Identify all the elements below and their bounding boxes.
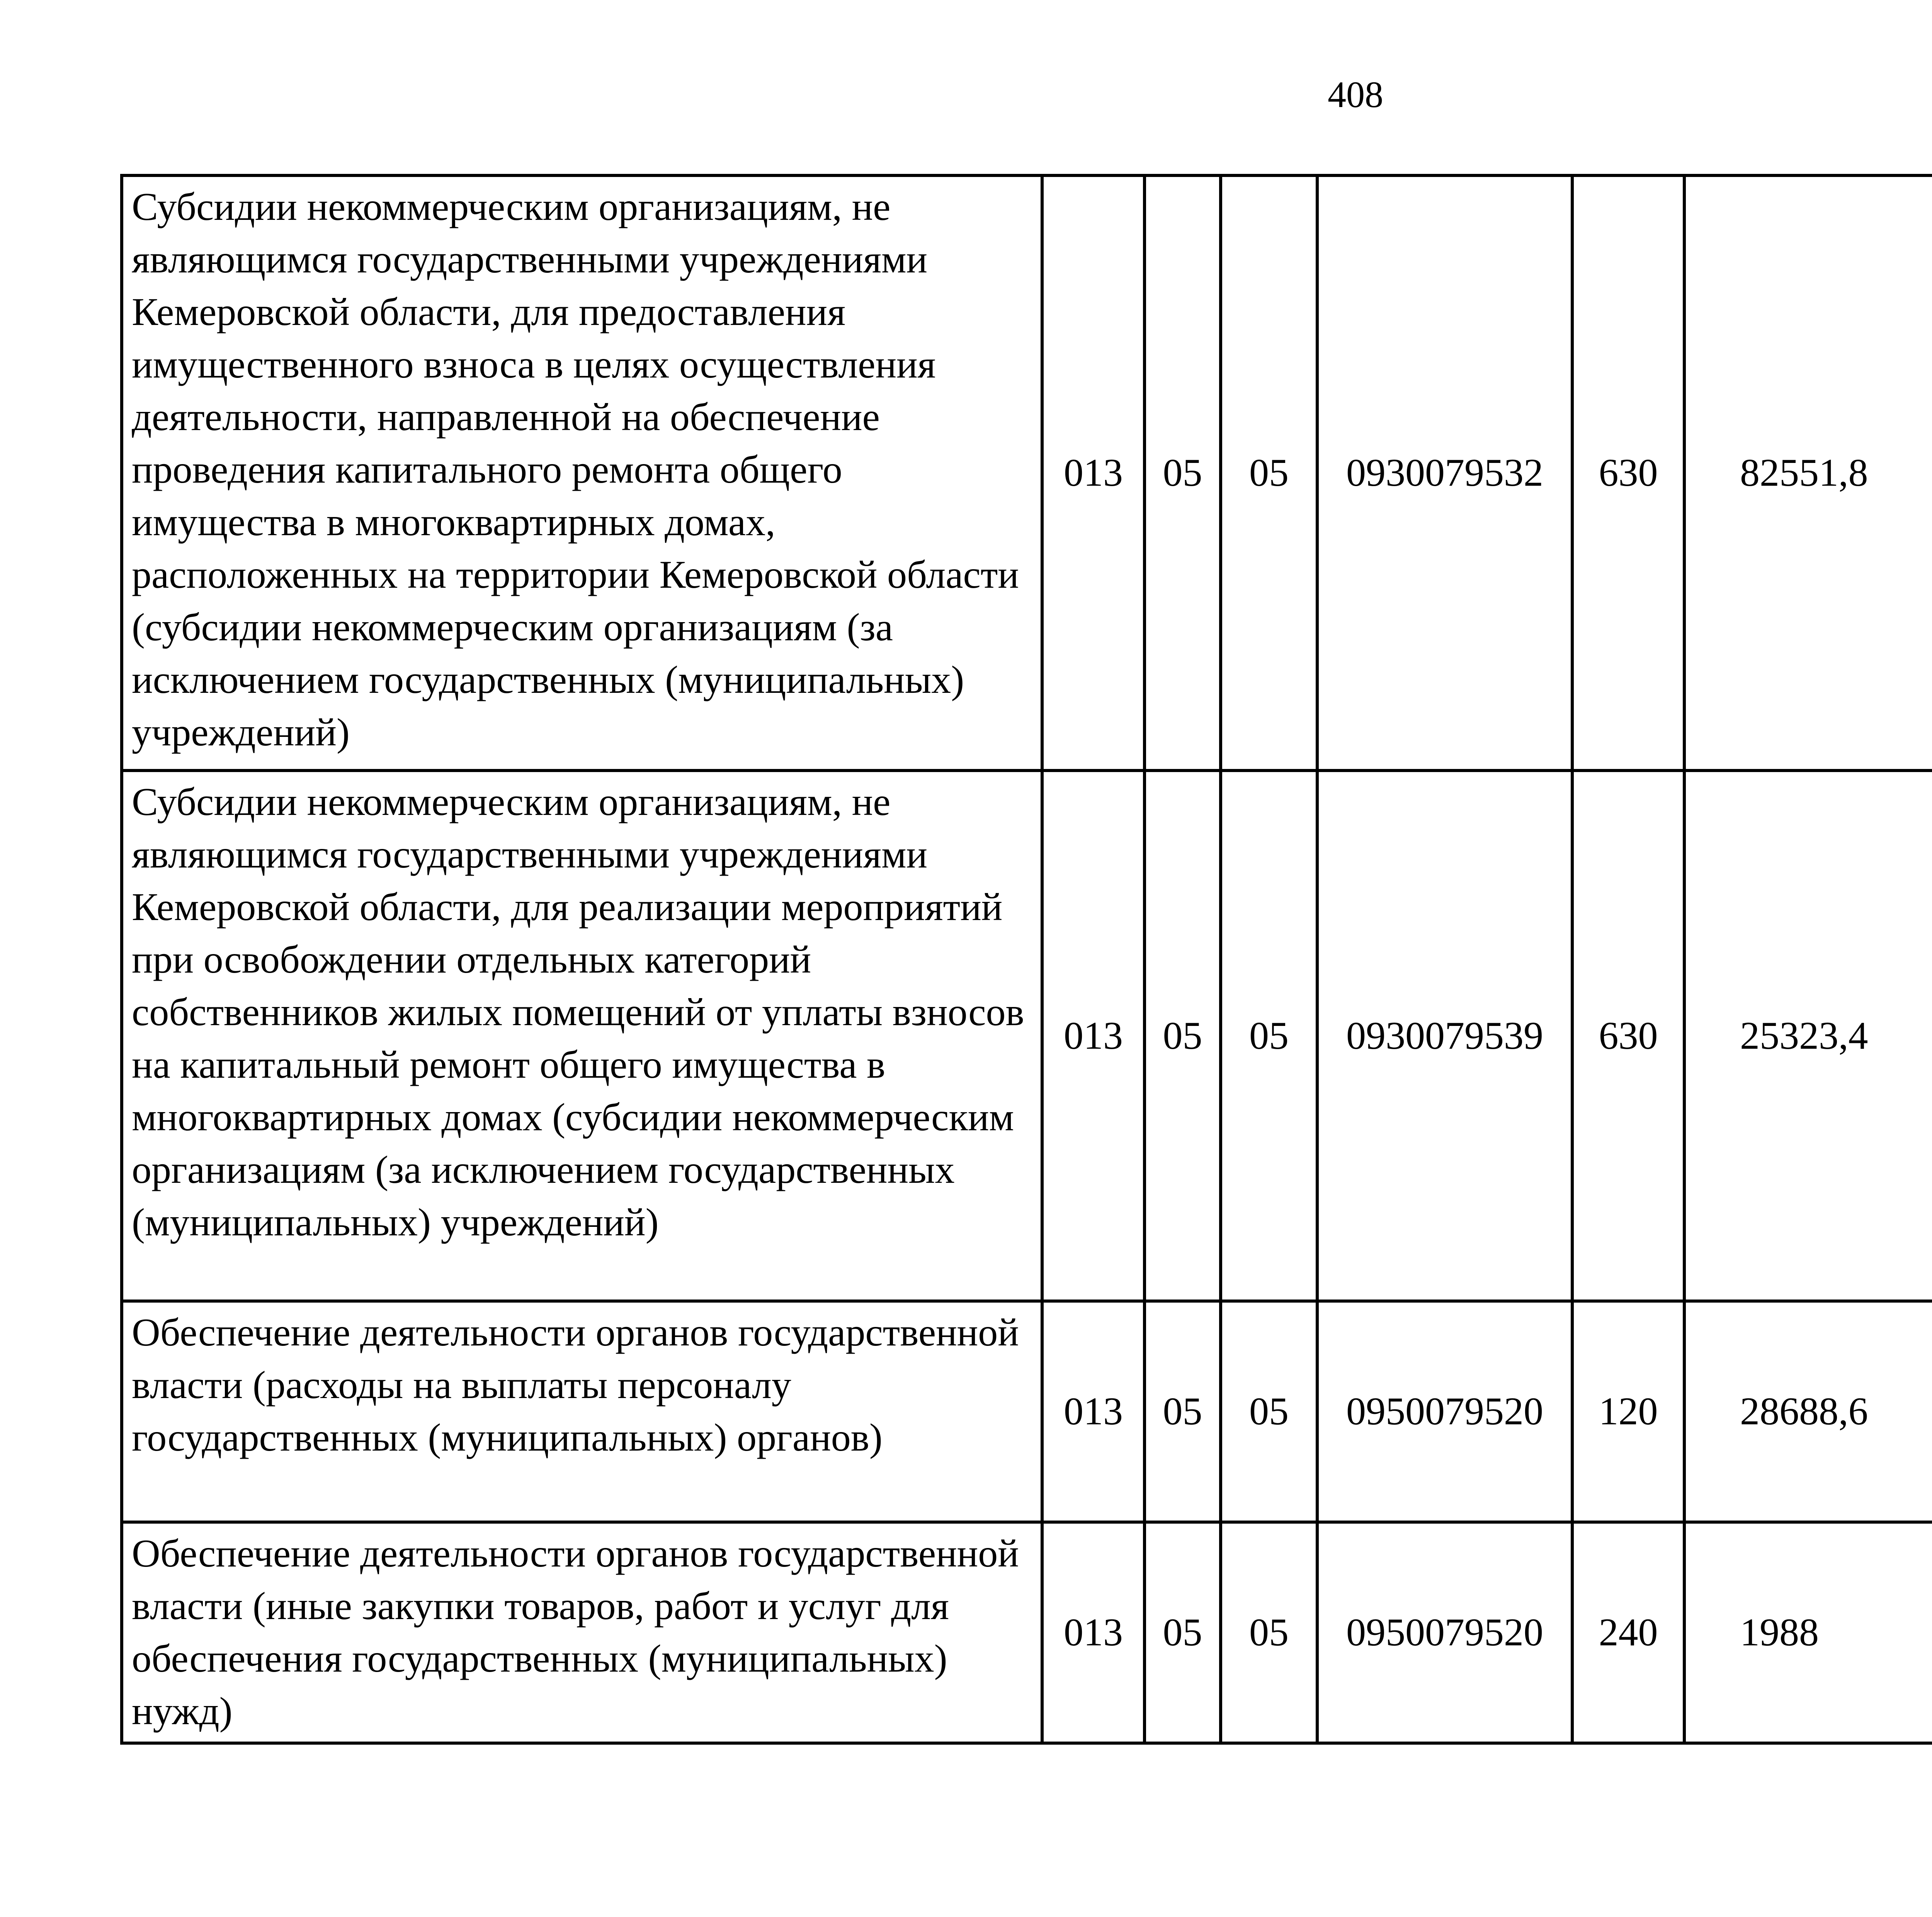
expense-type-code: 240 [1572, 1522, 1684, 1743]
target-item-code: 0950079520 [1317, 1522, 1572, 1743]
amount-year-1: 28688,6 [1684, 1301, 1932, 1522]
row-description: Субсидии некоммерческим организациям, не являющимся государственными учреждениями Кемеровской области, для реализации мероприятий при освобождении отдельных категорий собственников жилых помещений от уплаты взносов на капитальный ремонт общего имущества в многоквартирных домах (субсидии некоммерческим организациям (за исключением государственных (муниципальных) учреждений) [122, 771, 1042, 1301]
table-row [122, 175, 1932, 771]
section-code: 05 [1145, 175, 1221, 771]
subsection-code: 05 [1221, 771, 1317, 1301]
table-row [122, 1522, 1932, 1743]
amount-year-1: 25323,4 [1684, 771, 1932, 1301]
row-description: Обеспечение деятельности органов государственной власти (расходы на выплаты персоналу государственных (муниципальных) органов) [122, 1301, 1042, 1522]
section-code: 05 [1145, 771, 1221, 1301]
target-item-code: 0930079539 [1317, 771, 1572, 1301]
budget-table [120, 174, 1932, 1745]
page-number: 408 [1328, 74, 1383, 115]
ministry-code: 013 [1042, 1522, 1145, 1743]
subsection-code: 05 [1221, 175, 1317, 771]
expense-type-code: 630 [1572, 771, 1684, 1301]
row-description: Субсидии некоммерческим организациям, не являющимся государственными учреждениями Кемеровской области, для предоставления имущественного взноса в целях осуществления деятельности, направленной на обеспечение проведения капитального ремонта общего имущества в многоквартирных домах, расположенных на территории Кемеровской области (субсидии некоммерческим организациям (за исключением государственных (муниципальных) учреждений) [122, 175, 1042, 771]
expense-type-code: 120 [1572, 1301, 1684, 1522]
subsection-code: 05 [1221, 1301, 1317, 1522]
expense-type-code: 630 [1572, 175, 1684, 771]
target-item-code: 0950079520 [1317, 1301, 1572, 1522]
table-row [122, 771, 1932, 1301]
ministry-code: 013 [1042, 771, 1145, 1301]
amount-year-1: 82551,8 [1684, 175, 1932, 771]
ministry-code: 013 [1042, 1301, 1145, 1522]
section-code: 05 [1145, 1522, 1221, 1743]
subsection-code: 05 [1221, 1522, 1317, 1743]
row-description: Обеспечение деятельности органов государственной власти (иные закупки товаров, работ и услуг для обеспечения государственных (муниципальных) нужд) [122, 1522, 1042, 1743]
table-row [122, 1301, 1932, 1522]
target-item-code: 0930079532 [1317, 175, 1572, 771]
section-code: 05 [1145, 1301, 1221, 1522]
ministry-code: 013 [1042, 175, 1145, 771]
amount-year-1: 1988 [1684, 1522, 1932, 1743]
